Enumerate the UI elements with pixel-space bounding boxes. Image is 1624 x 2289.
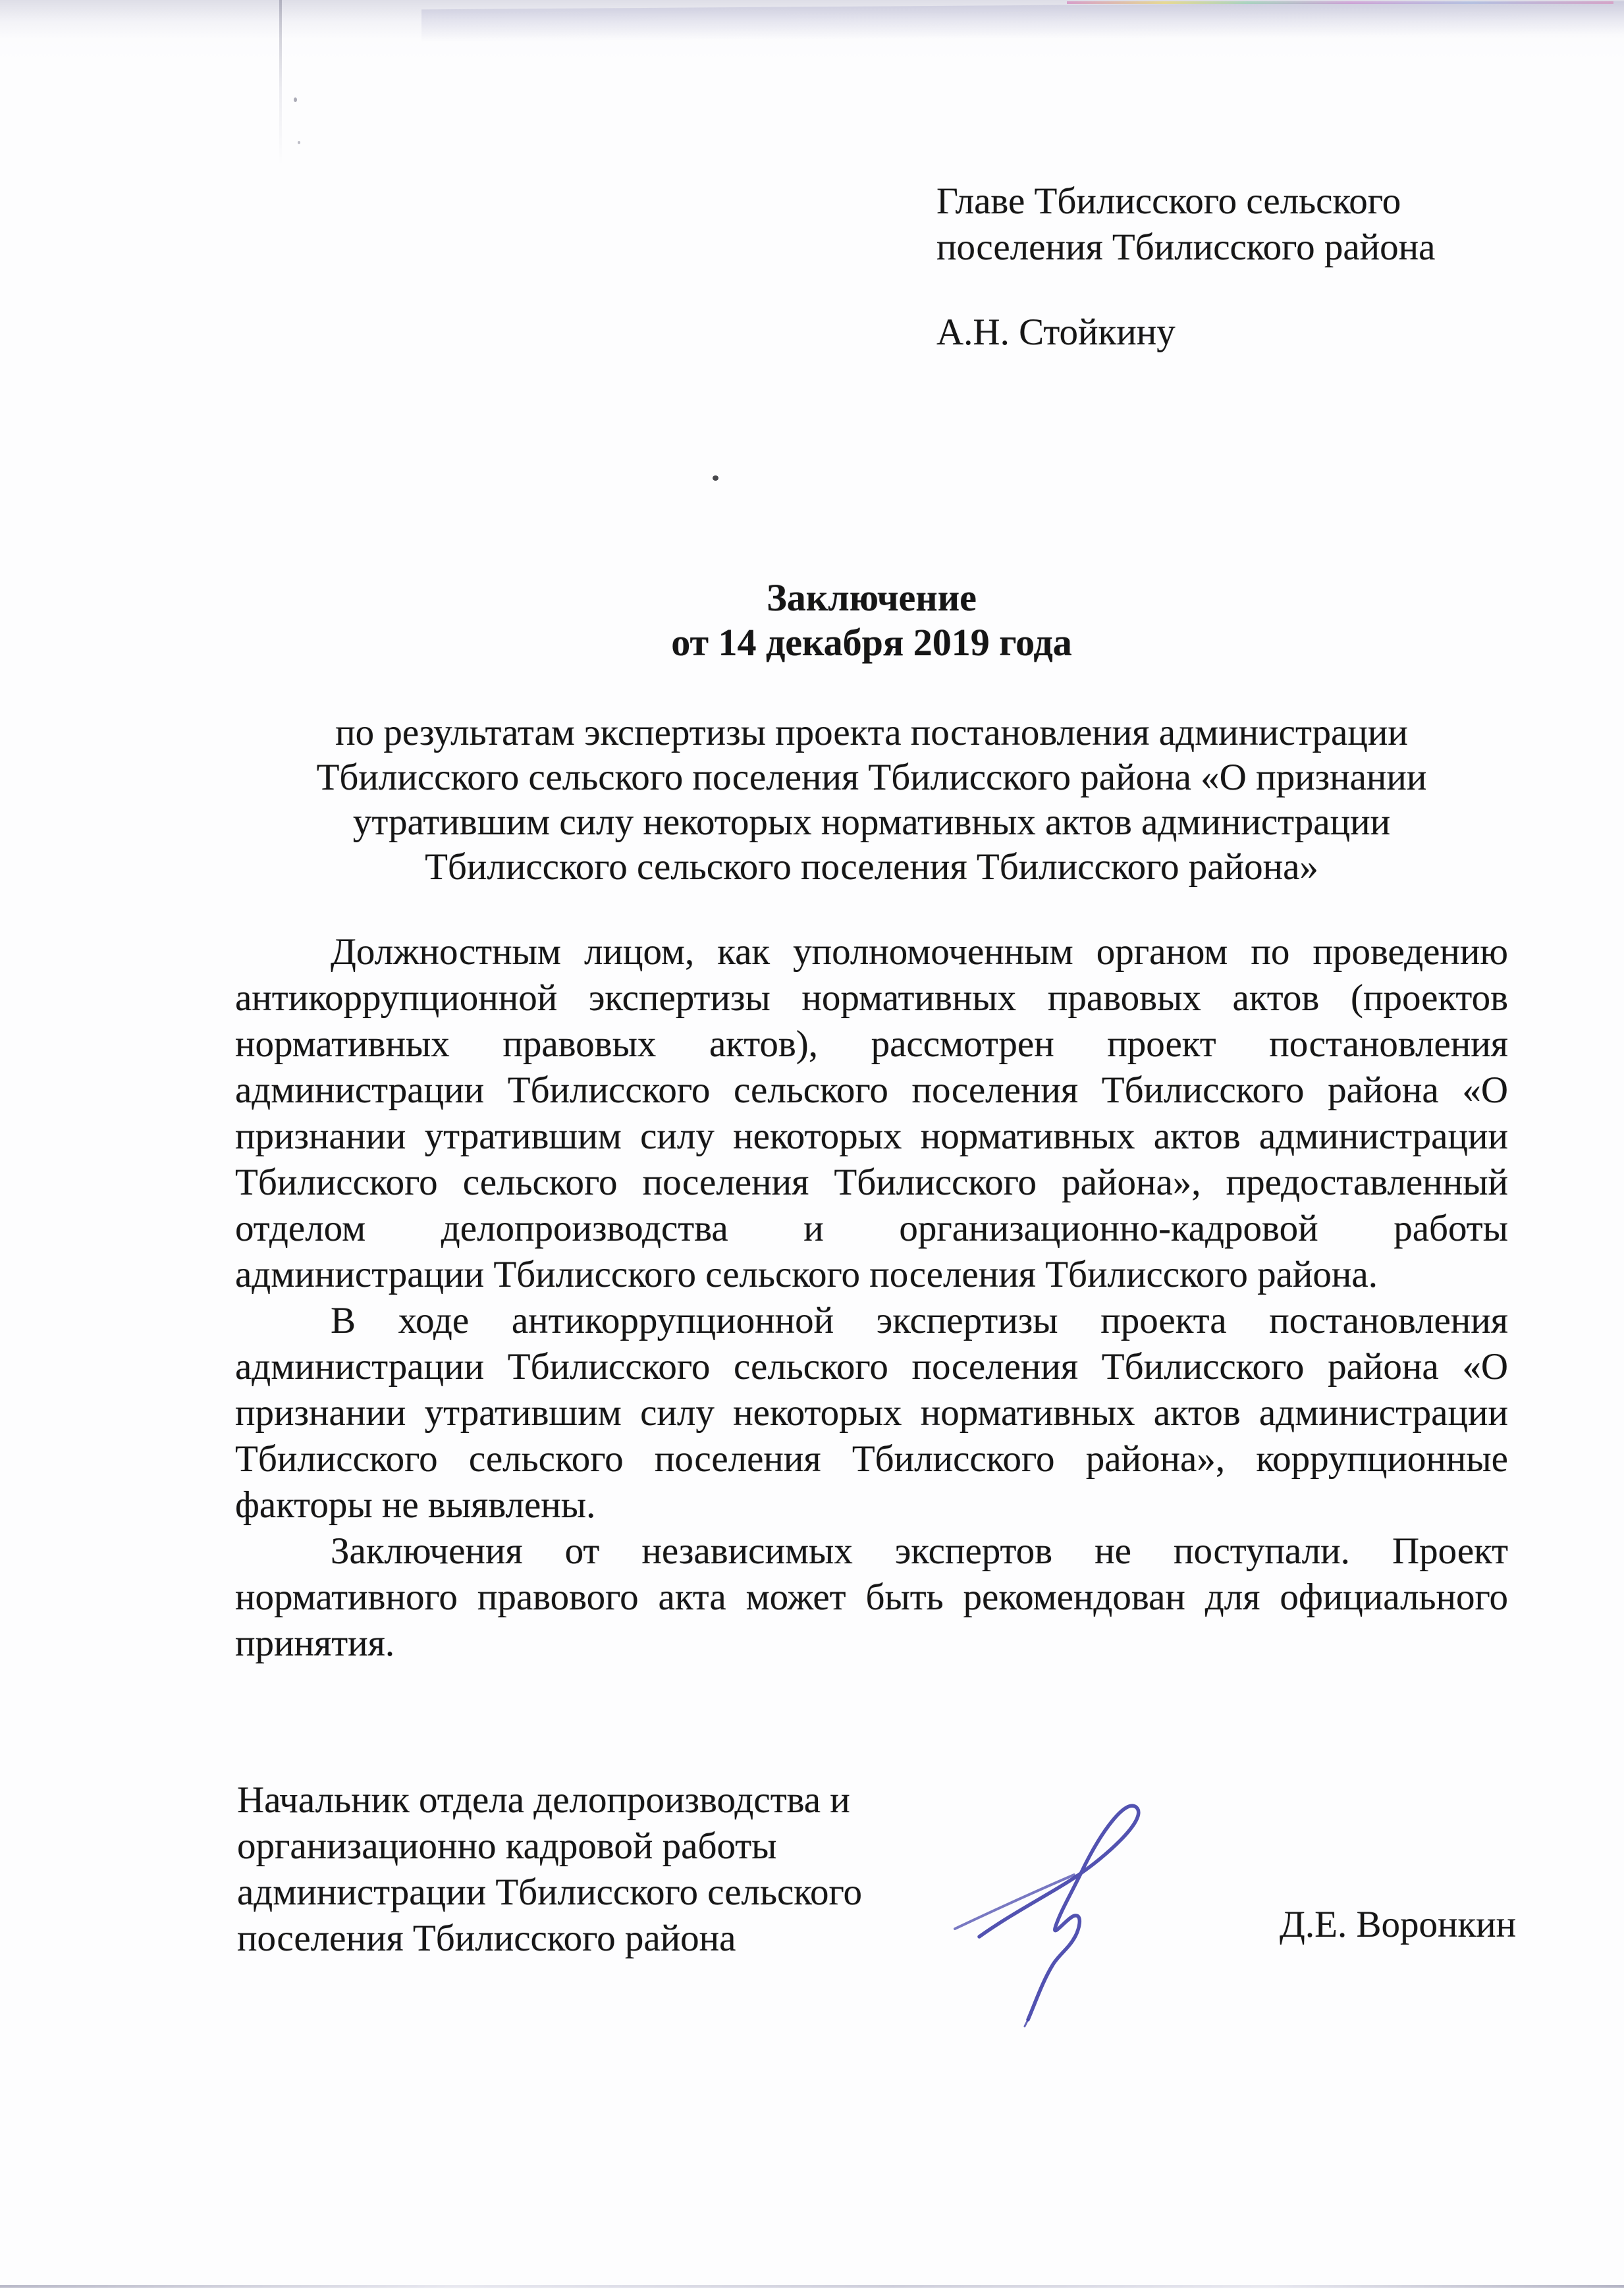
document-body xyxy=(235,929,1508,1667)
scan-artifact-vertical-streak xyxy=(279,0,282,165)
document-subtitle xyxy=(235,711,1508,890)
handwritten-signature-icon xyxy=(938,1800,1162,2029)
body-line: признании утратившим силу некоторых нормативных актов администрации xyxy=(235,1392,1508,1434)
scan-artifact-top-band xyxy=(0,0,1624,63)
subtitle-line: утратившим силу некоторых нормативных актов администрации xyxy=(352,801,1391,843)
scan-speck xyxy=(298,141,300,144)
body-line: Заключения от независимых экспертов не поступали. Проект xyxy=(331,1530,1508,1572)
body-line: антикоррупционной экспертизы нормативных правовых актов (проектов xyxy=(235,977,1508,1019)
scan-artifact-color-line xyxy=(1067,1,1613,4)
scan-speck xyxy=(713,475,718,481)
paragraph xyxy=(235,1528,1508,1667)
signoff-title-block xyxy=(237,1777,862,1962)
body-line: нормативных правовых актов), рассмотрен проект постановления xyxy=(235,1023,1508,1065)
body-line: факторы не выявлены. xyxy=(235,1484,596,1526)
body-line: Тбилисского сельского поселения Тбилисского района», предоставленный xyxy=(235,1162,1508,1203)
body-line: администрации Тбилисского сельского поселения Тбилисского района «О xyxy=(235,1069,1508,1111)
addressee-block xyxy=(936,178,1435,356)
body-line: нормативного правового акта может быть рекомендован для официального xyxy=(235,1576,1508,1618)
signoff-line: Начальник отдела делопроизводства и xyxy=(237,1779,850,1821)
body-line: В ходе антикоррупционной экспертизы проекта постановления xyxy=(331,1300,1508,1341)
scan-artifact-top-band-secondary xyxy=(421,1,1624,43)
subtitle-line: Тбилисского сельского поселения Тбилисского района «О признании xyxy=(316,757,1427,798)
body-line: администрации Тбилисского сельского поселения Тбилисского района. xyxy=(235,1254,1378,1295)
subtitle-line: по результатам экспертизы проекта постановления администрации xyxy=(335,712,1408,753)
spacer xyxy=(936,271,1435,310)
signoff-line: организационно кадровой работы xyxy=(237,1825,777,1867)
document-title-line2: от 14 декабря 2019 года xyxy=(671,621,1072,664)
document-title xyxy=(235,576,1508,665)
addressee-line: поселения Тбилисского района xyxy=(936,227,1436,268)
body-line: принятия. xyxy=(235,1623,395,1664)
paragraph xyxy=(235,929,1508,1298)
body-line: администрации Тбилисского сельского поселения Тбилисского района «О xyxy=(235,1346,1508,1387)
subtitle-line: Тбилисского сельского поселения Тбилисского района» xyxy=(425,846,1318,888)
body-line: отделом делопроизводства и организационно-кадровой работы xyxy=(235,1208,1508,1249)
body-line: признании утратившим силу некоторых нормативных актов администрации xyxy=(235,1116,1508,1157)
document-title-line1: Заключение xyxy=(767,576,977,619)
addressee-name: А.Н. Стойкину xyxy=(936,311,1176,353)
signer-name: Д.Е. Воронкин xyxy=(1280,1904,1517,1945)
scan-artifact-bottom-edge xyxy=(0,2285,1624,2288)
signoff-line: администрации Тбилисского сельского xyxy=(237,1872,863,1913)
signoff-line: поселения Тбилисского района xyxy=(237,1918,736,1959)
scan-speck xyxy=(294,97,297,102)
paragraph xyxy=(235,1298,1508,1528)
body-line: Тбилисского сельского поселения Тбилисского района», коррупционные xyxy=(235,1438,1508,1480)
addressee-line: Главе Тбилисского сельского xyxy=(936,180,1401,222)
body-line: Должностным лицом, как уполномоченным органом по проведению xyxy=(331,931,1508,973)
